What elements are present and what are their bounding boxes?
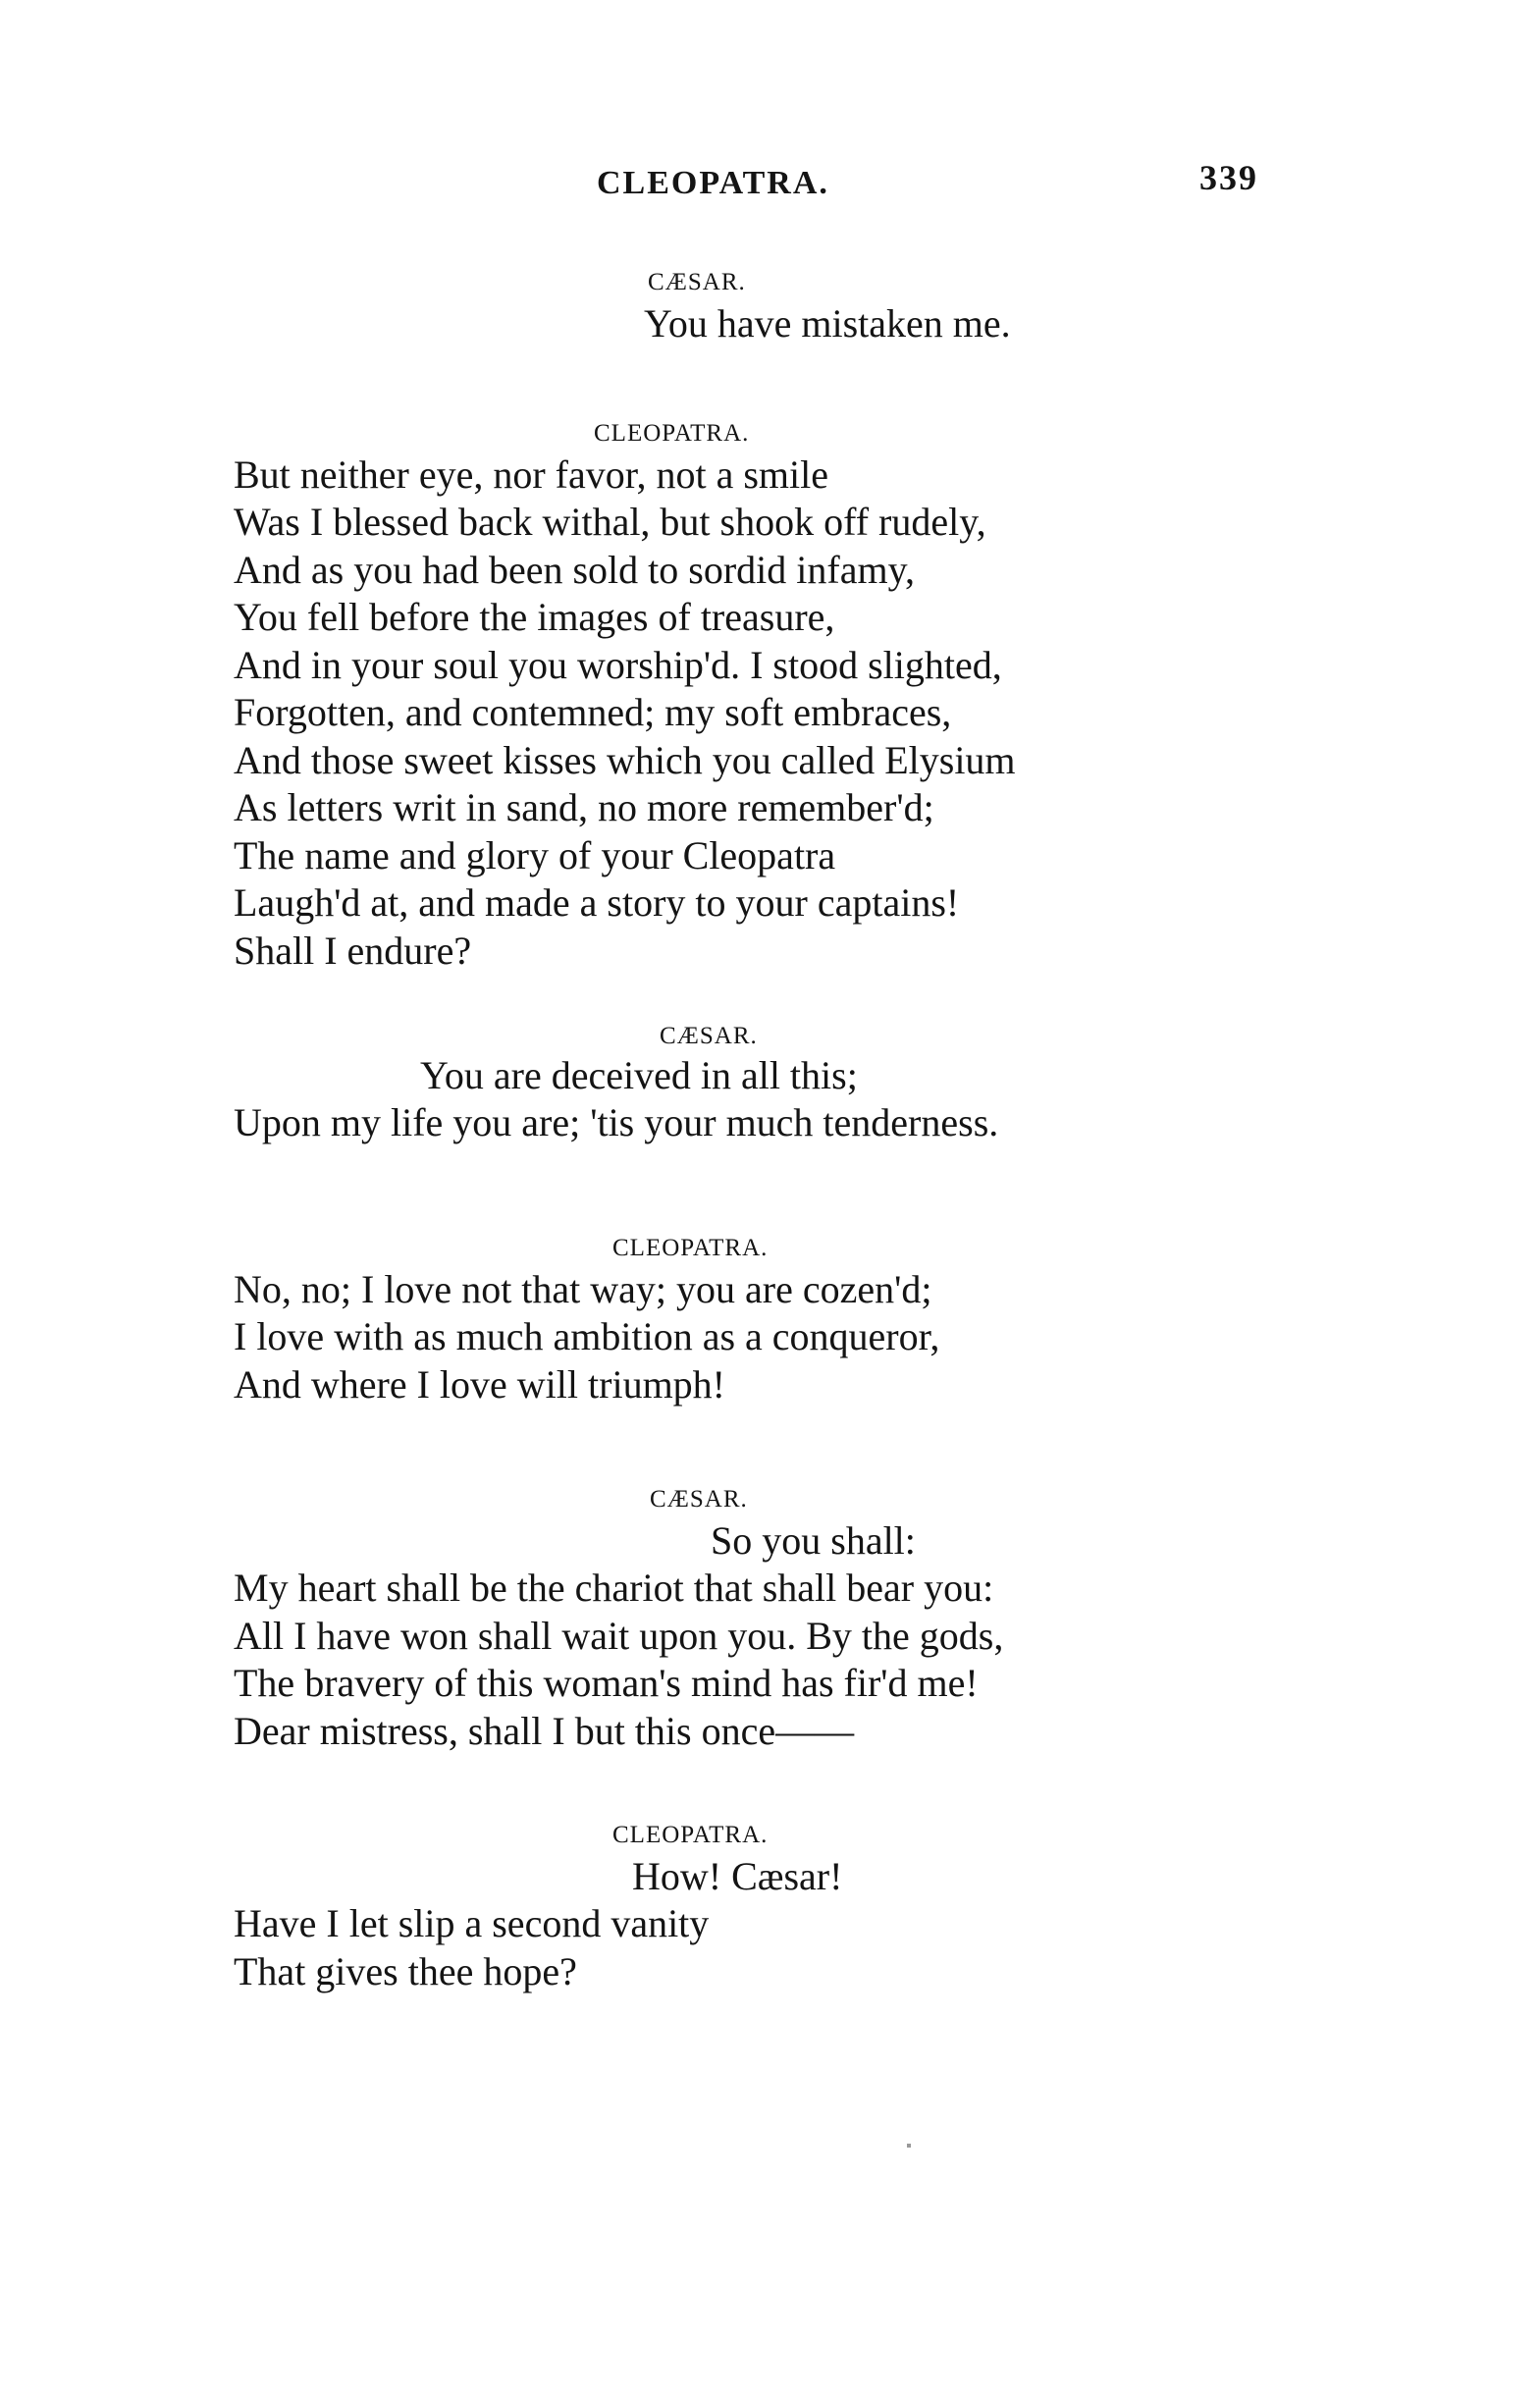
speaker-name: CÆSAR. [650, 1486, 748, 1513]
speaker-name: CÆSAR. [648, 269, 746, 295]
verse-line: And those sweet kisses which you called Elysium [234, 738, 1016, 782]
verse-line: The bravery of this woman's mind has fir'd me! [234, 1661, 979, 1705]
speaker-name: CÆSAR. [660, 1023, 758, 1049]
verse-line: And where I love will triumph! [234, 1362, 725, 1407]
verse-line: No, no; I love not that way; you are cozen'd; [234, 1267, 932, 1311]
verse-line: Have I let slip a second vanity [234, 1901, 710, 1945]
verse-line: And in your soul you worship'd. I stood slighted, [234, 643, 1002, 687]
verse-line: How! Cæsar! [632, 1854, 843, 1898]
verse-line: You are deceived in all this; [420, 1053, 858, 1097]
verse-line: You fell before the images of treasure, [234, 595, 835, 639]
speaker-name: CLEOPATRA. [612, 1235, 769, 1261]
verse-line: I love with as much ambition as a conqueror, [234, 1314, 940, 1358]
page-number: 339 [1199, 158, 1258, 197]
verse-line: So you shall: [711, 1518, 916, 1563]
verse-line: And as you had been sold to sordid infamy, [234, 548, 915, 592]
verse-line: Laugh'd at, and made a story to your captains! [234, 880, 960, 925]
speaker-name: CLEOPATRA. [612, 1822, 769, 1848]
verse-line: Dear mistress, shall I but this once—— [234, 1709, 855, 1753]
verse-line: You have mistaken me. [644, 301, 1011, 345]
verse-line: Upon my life you are; 'tis your much tenderness. [234, 1100, 999, 1144]
scan-speck [907, 2144, 911, 2148]
verse-line: All I have won shall wait upon you. By the gods, [234, 1614, 1004, 1658]
verse-line: But neither eye, nor favor, not a smile [234, 452, 828, 497]
verse-line: Was I blessed back withal, but shook off rudely, [234, 500, 986, 544]
running-title: CLEOPATRA. [597, 165, 829, 201]
verse-line: The name and glory of your Cleopatra [234, 833, 836, 877]
verse-line: As letters writ in sand, no more remember'd; [234, 785, 934, 829]
speaker-name: CLEOPATRA. [594, 420, 750, 447]
verse-line: Forgotten, and contemned; my soft embraces, [234, 690, 952, 734]
verse-line: That gives thee hope? [234, 1949, 577, 1993]
verse-line: My heart shall be the chariot that shall bear you: [234, 1566, 994, 1610]
verse-line: Shall I endure? [234, 929, 472, 973]
